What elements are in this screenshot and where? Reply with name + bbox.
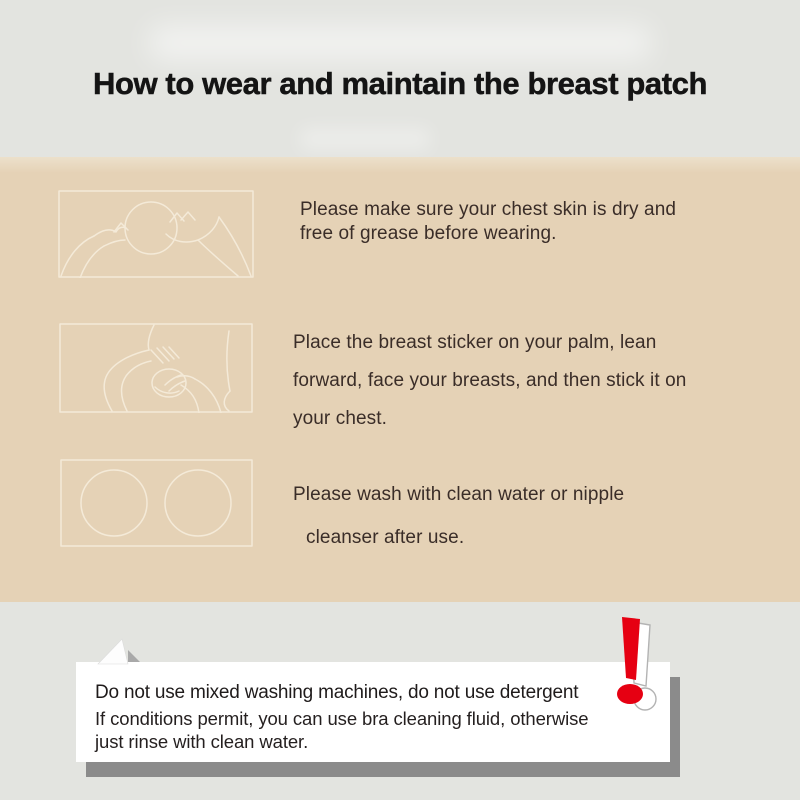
step-2-text — [293, 324, 686, 438]
warning-bubble — [76, 662, 670, 762]
step-1-text — [300, 198, 676, 246]
watermark — [300, 128, 430, 150]
header — [0, 0, 800, 157]
watermark — [150, 26, 650, 60]
two-round-patches-illustration — [60, 459, 253, 552]
step-3-line-2: cleanser after use. — [306, 527, 465, 548]
step-2-line-1: Place the breast sticker on your palm, lean — [293, 332, 657, 353]
step-1-line-2: free of grease before wearing. — [300, 223, 557, 244]
step-2-line-2: forward, face your breasts, and then stick it on — [293, 370, 687, 391]
step-3-text — [293, 473, 624, 559]
bubble-tail-icon — [88, 633, 144, 665]
step-2-line-3: your chest. — [293, 408, 388, 429]
exclamation-icon — [610, 612, 670, 712]
warning-line-2: If conditions permit, you can use bra cleaning fluid, otherwise — [95, 708, 589, 729]
warning-paragraph — [95, 707, 588, 753]
warning-line-3: just rinse with clean water. — [95, 731, 309, 752]
step-1-line-1: Please make sure your chest skin is dry and — [300, 199, 677, 220]
hands-stretching-patch-illustration — [58, 190, 254, 283]
steps-section — [0, 157, 800, 602]
page-title: How to wear and maintain the breast patch — [92, 66, 708, 101]
warning-line-1: Do not use mixed washing machines, do not use detergent — [95, 682, 579, 703]
care-warning-section — [0, 602, 800, 800]
apply-patch-leaning-forward-illustration — [59, 323, 253, 418]
step-3-line-1: Please wash with clean water or nipple — [293, 484, 625, 505]
